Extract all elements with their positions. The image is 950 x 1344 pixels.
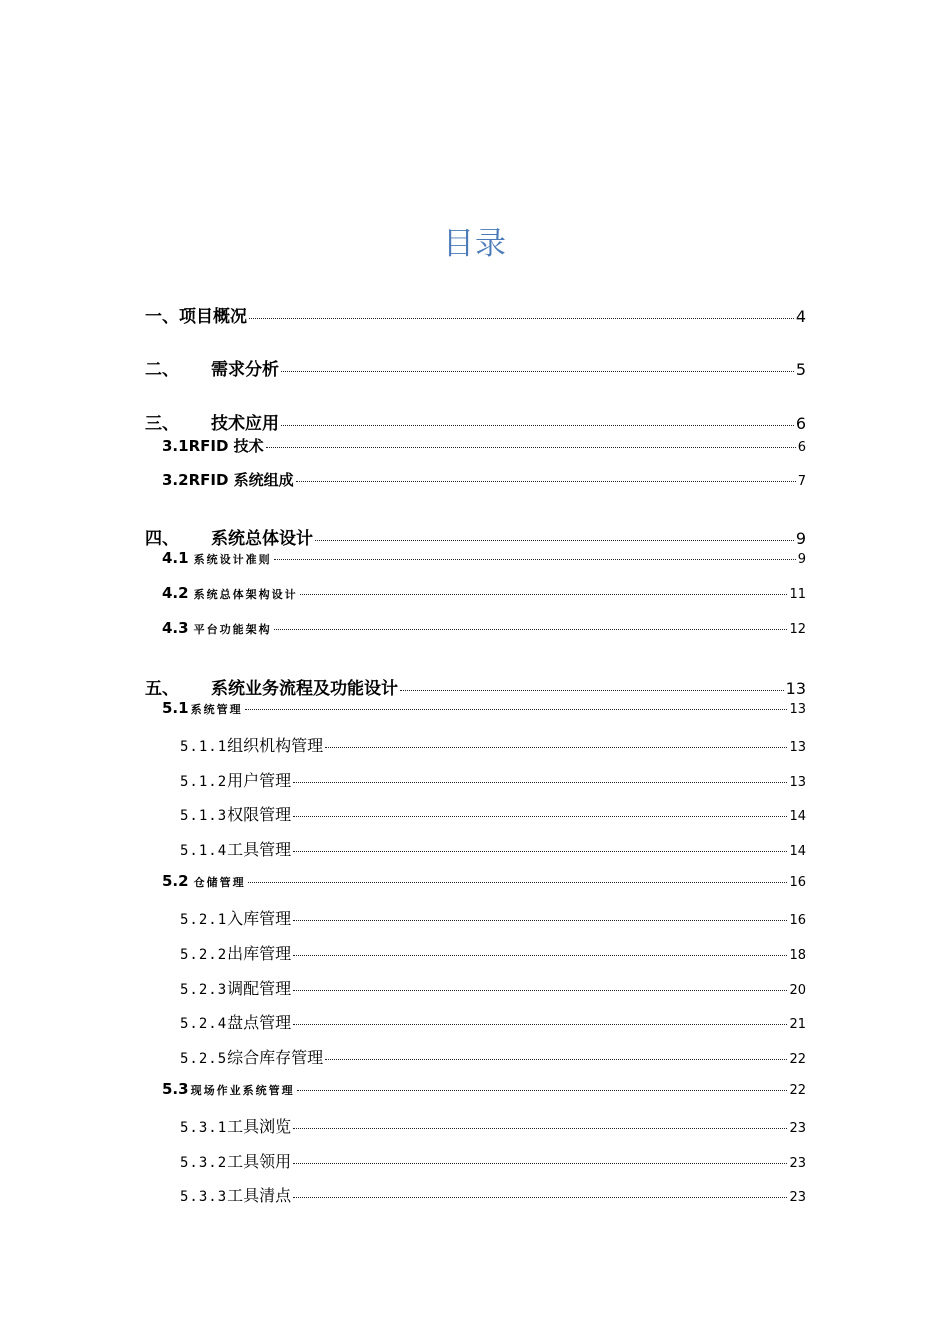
toc-number: 五、 — [145, 679, 179, 699]
toc-entry-3-2[interactable] — [162, 469, 806, 490]
toc-page: 23 — [789, 1190, 806, 1205]
toc-text: 项目概况 — [179, 307, 247, 327]
toc-entry-1[interactable] — [145, 302, 806, 327]
toc-number: 5.3 — [162, 1080, 189, 1098]
toc-number: 5.3.1 — [180, 1120, 228, 1136]
toc-number: 4.3 — [162, 619, 189, 637]
toc-number: 5.2.4 — [180, 1016, 228, 1032]
toc-number: 3.2 — [162, 471, 189, 489]
toc-text: 综合库存管理 — [227, 1048, 324, 1067]
toc-entry-4[interactable] — [145, 524, 806, 549]
toc-text: 盘点管理 — [227, 1013, 292, 1032]
toc-page: 13 — [789, 740, 806, 755]
toc-number: 5.2 — [162, 872, 189, 890]
toc-leader — [293, 955, 787, 956]
toc-text: 系统业务流程及功能设计 — [211, 679, 398, 699]
toc-entry-5-3-1[interactable] — [180, 1114, 806, 1137]
toc-page: 4 — [795, 307, 806, 326]
toc-leader — [249, 318, 794, 319]
toc-leader — [296, 481, 796, 482]
toc-entry-2[interactable] — [145, 355, 806, 380]
toc-page: 20 — [789, 983, 806, 998]
toc-number: 3.1 — [162, 437, 189, 455]
toc-number: 一、 — [145, 307, 179, 327]
toc-leader — [315, 540, 794, 541]
toc-leader — [274, 629, 788, 630]
toc-text: 技术应用 — [211, 414, 279, 434]
toc-page: 16 — [789, 875, 806, 890]
toc-leader — [300, 594, 788, 595]
toc-text: 平台功能架构 — [193, 623, 272, 636]
toc-title: 目录 — [443, 226, 507, 262]
toc-leader — [293, 1163, 787, 1164]
toc-entry-5-3-3[interactable] — [180, 1183, 806, 1206]
toc-text: 用户管理 — [227, 771, 292, 790]
toc-entry-5-2-3[interactable] — [180, 976, 806, 999]
toc-number: 5.2.2 — [180, 947, 228, 963]
toc-number: 5.1.3 — [180, 808, 228, 824]
toc-page: 7 — [797, 474, 806, 489]
toc-page: 18 — [789, 948, 806, 963]
toc-number: 5.3.2 — [180, 1155, 228, 1171]
toc-leader — [274, 559, 796, 560]
toc-page: 14 — [789, 809, 806, 824]
toc-page: 5 — [795, 360, 806, 379]
toc-leader — [325, 747, 787, 748]
toc-number: 5.1.1 — [180, 739, 228, 755]
toc-page: 16 — [789, 913, 806, 928]
toc-entry-3-1[interactable] — [162, 435, 806, 456]
toc-leader — [281, 425, 794, 426]
toc-leader — [297, 1090, 788, 1091]
toc-number: 三、 — [145, 414, 179, 434]
toc-text: 组织机构管理 — [227, 736, 324, 755]
toc-number: 四、 — [145, 529, 179, 549]
toc-text: 入库管理 — [227, 909, 292, 928]
toc-text: 需求分析 — [211, 360, 279, 380]
toc-number: 4.1 — [162, 549, 189, 567]
toc-entry-3[interactable] — [145, 409, 806, 434]
toc-page: 22 — [789, 1083, 806, 1098]
toc-text: RFID 技术 — [188, 437, 264, 455]
toc-text: 工具清点 — [227, 1186, 292, 1205]
toc-text: 出库管理 — [227, 944, 292, 963]
toc-text: 工具浏览 — [227, 1117, 292, 1136]
toc-text: 系统总体设计 — [211, 529, 313, 549]
toc-leader — [400, 690, 784, 691]
toc-leader — [293, 782, 787, 783]
toc-page: 6 — [795, 414, 806, 433]
toc-entry-5-2-1[interactable] — [180, 906, 806, 929]
toc-entry-4-3[interactable] — [162, 619, 806, 637]
toc-page: 23 — [789, 1156, 806, 1171]
toc-number: 5.2.3 — [180, 982, 228, 998]
toc-number: 5.1.4 — [180, 843, 228, 859]
toc-text: 仓储管理 — [193, 876, 246, 889]
toc-number: 4.2 — [162, 584, 189, 602]
toc-text: RFID 系统组成 — [188, 471, 294, 489]
toc-number: 5.2.5 — [180, 1051, 228, 1067]
toc-text: 调配管理 — [227, 979, 292, 998]
toc-page: 23 — [789, 1121, 806, 1136]
toc-leader — [293, 816, 787, 817]
toc-leader — [293, 1024, 787, 1025]
toc-entry-5-3-2[interactable] — [180, 1149, 806, 1172]
toc-entry-5-2[interactable] — [162, 872, 806, 890]
toc-entry-5-1-3[interactable] — [180, 802, 806, 825]
toc-page: 12 — [789, 622, 806, 637]
toc-page: 13 — [789, 775, 806, 790]
toc-page: 11 — [789, 587, 806, 602]
toc-number: 5.1.2 — [180, 774, 228, 790]
toc-leader — [281, 371, 794, 372]
toc-page: 13 — [789, 702, 806, 717]
toc-text: 权限管理 — [227, 805, 292, 824]
toc-entry-5-2-4[interactable] — [180, 1010, 806, 1033]
toc-leader — [293, 990, 787, 991]
toc-entry-5-3[interactable] — [162, 1080, 806, 1098]
toc-leader — [293, 1197, 787, 1198]
toc-text: 现场作业系统管理 — [190, 1084, 295, 1097]
toc-number: 5.2.1 — [180, 912, 228, 928]
toc-text: 系统管理 — [190, 703, 243, 716]
toc-page: 22 — [789, 1052, 806, 1067]
toc-entry-4-1[interactable] — [162, 549, 806, 567]
toc-leader — [325, 1059, 787, 1060]
toc-page: 21 — [789, 1017, 806, 1032]
toc-page: 6 — [797, 440, 806, 455]
toc-leader — [293, 920, 787, 921]
toc-leader — [248, 882, 788, 883]
toc-entry-5[interactable] — [145, 674, 806, 699]
toc-number: 5.3.3 — [180, 1189, 228, 1205]
toc-text: 系统设计准则 — [193, 553, 272, 566]
toc-page: 9 — [795, 529, 806, 548]
toc-entry-5-1-4[interactable] — [180, 837, 806, 860]
toc-page: 13 — [785, 679, 806, 698]
toc-number: 5.1 — [162, 699, 189, 717]
toc-entry-4-2[interactable] — [162, 584, 806, 602]
toc-leader — [293, 1128, 787, 1129]
toc-leader — [245, 709, 788, 710]
toc-leader — [266, 447, 796, 448]
toc-entry-5-1-2[interactable] — [180, 768, 806, 791]
toc-text: 系统总体架构设计 — [193, 588, 298, 601]
toc-entry-5-2-5[interactable] — [180, 1045, 806, 1068]
toc-text: 工具领用 — [227, 1152, 292, 1171]
toc-entry-5-1-1[interactable] — [180, 733, 806, 756]
toc-leader — [293, 851, 787, 852]
toc-text: 工具管理 — [227, 840, 292, 859]
toc-entry-5-1[interactable] — [162, 699, 806, 717]
toc-entry-5-2-2[interactable] — [180, 941, 806, 964]
toc-page: 9 — [797, 552, 806, 567]
toc-number: 二、 — [145, 360, 179, 380]
toc-page: 14 — [789, 844, 806, 859]
